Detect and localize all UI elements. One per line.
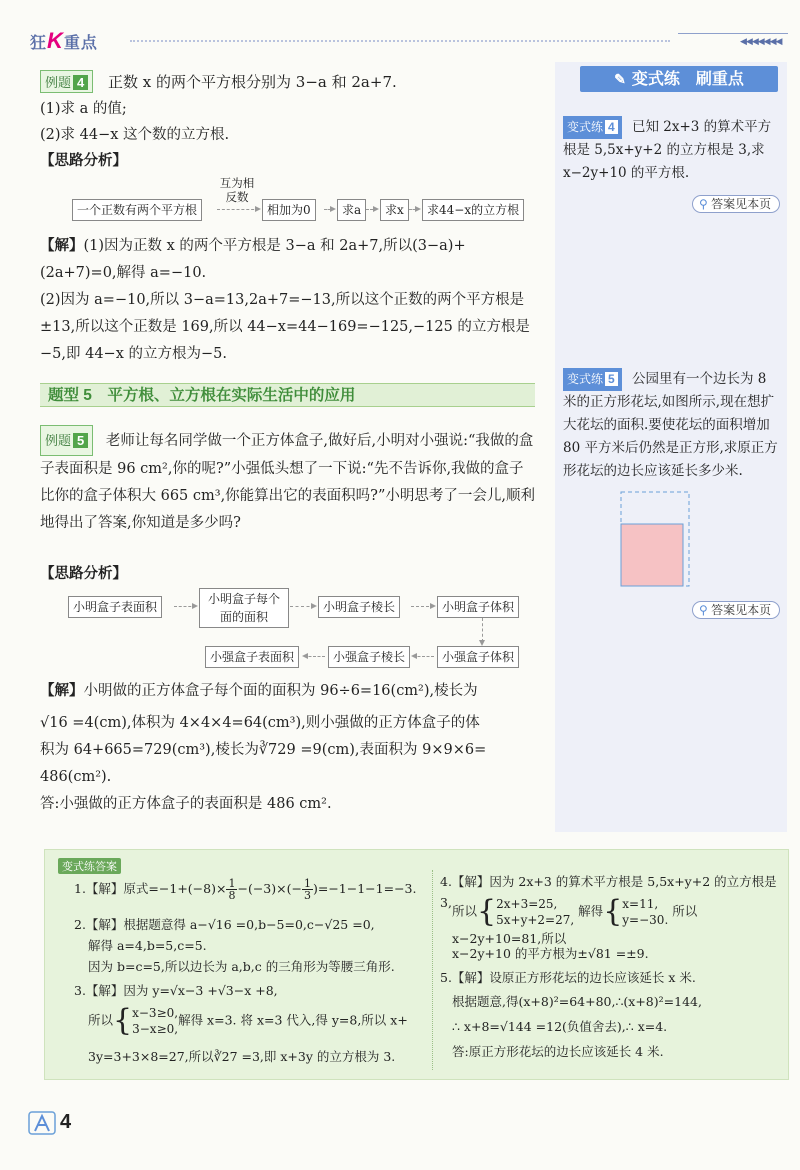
logo-text-k: K [47,28,64,53]
answer-5-line3: ∴ x+8=√144 =12(负值舍去),∴ x=4. [452,1019,668,1034]
solution-5-line2: √16 =4(cm),体积为 4×4×4=64(cm³),则小强做的正方体盒子的体 [40,715,480,731]
flow4-arrow-1 [217,209,259,210]
solution-4-part2: (2)因为 a=−10,所以 3−a=13,2a+7=−13,所以这个正数的两个平方根是±13,所以这个正数是 169,所以 44−x=44−169=−125,−125 的立方根是−5,即 44−x 的立方根为−5. [40,292,530,362]
example-tag: 例题 5 [40,425,93,456]
header-rule [678,33,788,34]
flow5-arrow-3 [411,606,434,607]
solution-5-line4: 486(cm²). [40,769,112,785]
example-4-q1: (1)求 a 的值; [40,101,127,117]
flow5-arrow-2 [290,606,315,607]
flow5-arrow-1 [174,606,196,607]
answers-tag: 变式练答案 [58,858,121,874]
example-4-stem: 正数 x 的两个平方根分别为 3−a 和 2a+7. [108,73,397,91]
flow4-box-2: 相加为0 [262,199,316,221]
flow4-box-3: 求a [337,199,366,221]
flow5-box-3: 小明盒子棱长 [318,596,400,618]
answer-button-5[interactable]: ⚲ 答案见本页 [692,600,780,618]
section-title-5: 题型 5 平方根、立方根在实际生活中的应用 [40,383,535,407]
solution-4-part1: 【解】(1)因为正数 x 的两个平方根是 3−a 和 2a+7,所以(3−a)+(2a+7)=0,解得 a=−10. [40,238,466,281]
answer-4-line2: 所以{2x+3=25, 5x+y+2=27, 解得{x=11, y=−30. 所以 x−2y+10=81,所以 [452,894,698,946]
variant-tag-4: 变式练 4 [563,116,622,139]
answer-4-line1: 4.【解】因为 2x+3 的算术平方根是 5,5x+y+2 的立方根是 3, [440,874,777,910]
variant-tag-5: 变式练 5 [563,368,622,391]
solution-5-line1: 【解】小明做的正方体盒子每个面的面积为 96÷6=16(cm²),棱长为 [40,683,478,699]
answer-2-line2: 解得 a=4,b=5,c=5. [88,938,207,953]
flow4-note: 互为相反数 [219,176,255,204]
flow5-box-4: 小明盒子体积 [437,596,519,618]
header-arrows-icon: ◀◀◀◀◀◀◀ [740,37,782,47]
flow5-box-5: 小强盒子体积 [437,646,519,668]
flow5-arrow-5 [413,656,434,657]
flow5-box-1: 小明盒子表面积 [68,596,162,618]
analysis-label-4: 【思路分析】 [40,153,127,169]
flow5-arrow-6 [304,656,325,657]
brand-logo [30,28,98,54]
example-4-header [40,70,397,93]
logo-text-b: 重点 [63,35,98,52]
answer-5-line2: 根据题意,得(x+8)²=64+80,∴(x+8)²=144, [452,994,702,1009]
pin-icon: ⚲ [699,197,708,211]
pin-icon: ⚲ [699,603,708,617]
answers-divider [432,870,433,1070]
flow5-box-6: 小强盒子棱长 [328,646,410,668]
header-dotted-line [130,40,670,42]
logo-text-a: 狂 [30,35,48,52]
flow5-arrow-down [482,618,483,642]
flow4-box-5: 求44−x的立方根 [422,199,524,221]
page-number: 4 [60,1111,72,1133]
example-5: 例题 5 老师让每名同学做一个正方体盒子,做好后,小明对小强说:“我做的盒子表面积是 96 cm²,你的呢?”小强低头想了一下说:“先不告诉你,我做的盒子比你的盒子体积大 665 cm³,你能算出它的表面积吗?”小明思考了一会儿,顺利地得出了答案,你知道是多少吗? [40,425,535,537]
answer-3-line2: 所以{x−3≥0, 3−x≥0,解得 x=3. 将 x=3 代入,得 y=8,所以 x+ [88,1003,408,1038]
flow5-box-2: 小明盒子每个面的面积 [199,588,289,628]
example-4-q2: (2)求 44−x 这个数的立方根. [40,127,230,143]
answer-2-line1: 2.【解】根据题意得 a−√16 =0,b−5=0,c−√25 =0, [74,917,375,932]
analysis-label-5: 【思路分析】 [40,566,127,582]
flow4-arrow-4 [409,209,419,210]
answer-4-line3: x−2y+10 的平方根为±√81 =±9. [452,946,649,961]
answer-5-line1: 5.【解】设原正方形花坛的边长应该延长 x 米. [440,970,696,985]
answer-1: 1.【解】原式=−1+(−8)× $\frac{1}{8}$ −(−3)×(− $\frac{1}{3}$ )=−1−1−1=−3. [74,877,417,902]
flowerbed-square [621,524,683,586]
answer-2-line3: 因为 b=c=5,所以边长为 a,b,c 的三角形为等腰三角形. [88,959,395,974]
variant-5: 变式练 5 公园里有一个边长为 8 米的正方形花坛,如图所示,现在想扩大花坛的面积.要使花坛的面积增加 80 平方米后仍然是正方形,求原正方形花坛的边长应该延长多少米. [563,368,781,483]
flowerbed-figure [615,488,695,590]
flow4-box-4: 求x [380,199,409,221]
answer-3-line1: 3.【解】因为 y=√x−3 +√3−x +8, [74,983,278,998]
solution-5-line3: 积为 64+665=729(cm³),棱长为∛729 =9(cm),表面积为 9×9×6= [40,742,487,758]
flow4-arrow-3 [366,209,377,210]
student-icon: ✎ [614,71,626,87]
flow5-box-7: 小强盒子表面积 [205,646,299,668]
variant-4: 变式练 4 已知 2x+3 的算术平方根是 5,5x+y+2 的立方根是 3,求 x−2y+10 的平方根. [563,116,781,185]
example-tag: 例题 4 [40,70,93,93]
solution-5-answer: 答:小强做的正方体盒子的表面积是 486 cm². [40,796,332,812]
page-badge-icon [28,1110,56,1136]
answer-3-line3: 3y=3+3×8=27,所以∛27 =3,即 x+3y 的立方根为 3. [88,1049,396,1064]
answer-button-4[interactable]: ⚲ 答案见本页 [692,194,780,212]
flow4-arrow-2 [324,209,334,210]
flow4-box-1: 一个正数有两个平方根 [72,199,202,221]
sidebar-title: ✎ 变式练 刷重点 [580,66,778,92]
answer-5-line4: 答:原正方形花坛的边长应该延长 4 米. [452,1044,664,1059]
